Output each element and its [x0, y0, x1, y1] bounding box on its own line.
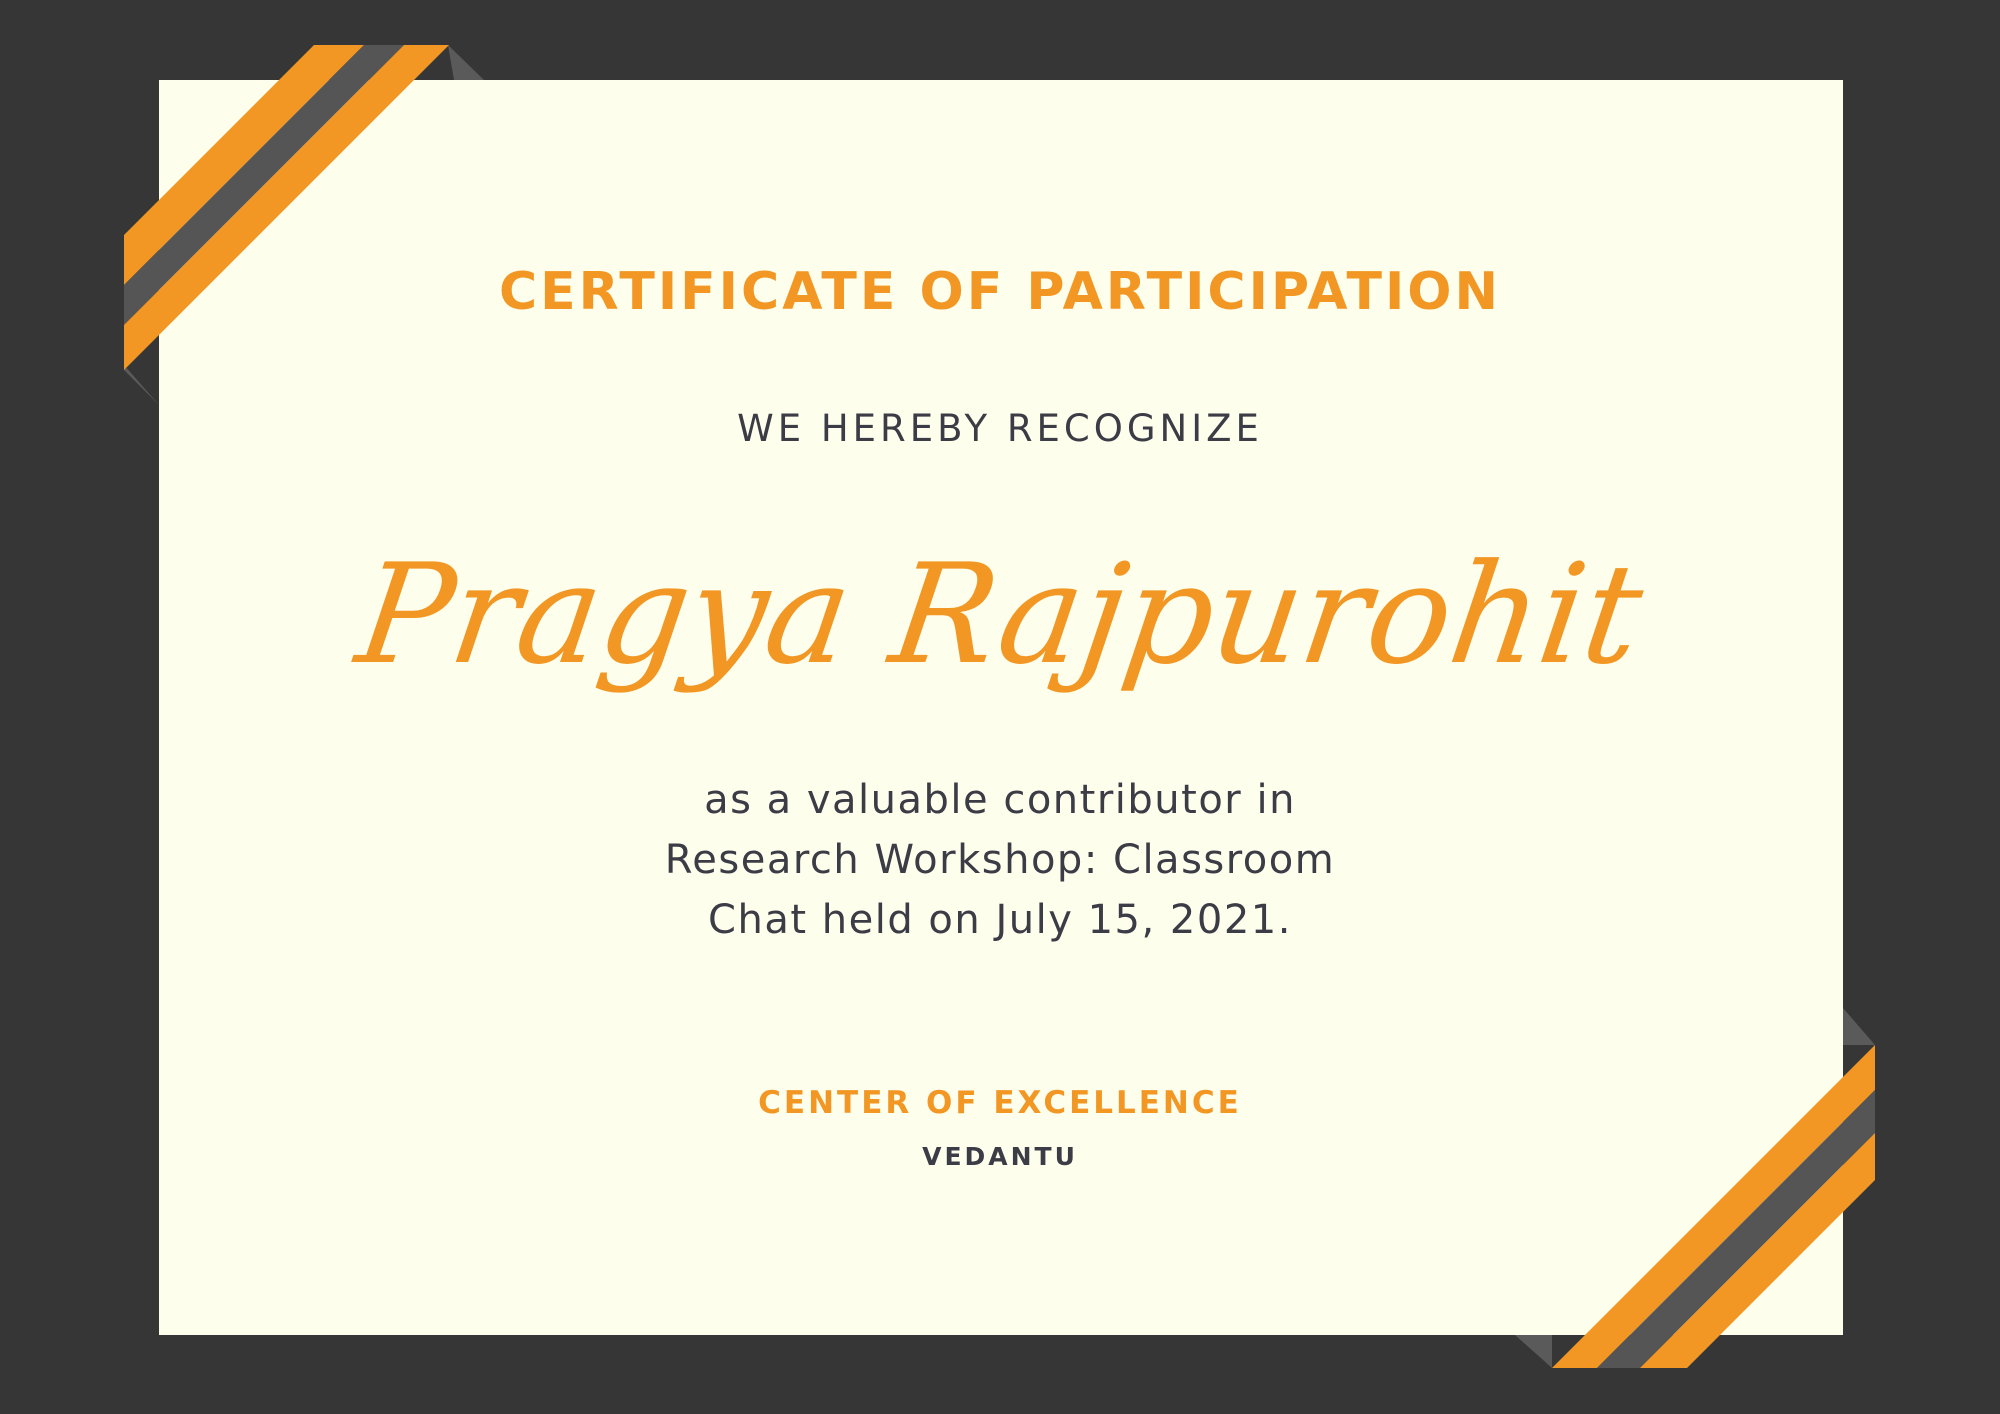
issuing-organization: CENTER OF EXCELLENCE [758, 1085, 1242, 1121]
description-line: Research Workshop: Classroom [664, 837, 1336, 883]
description-line: as a valuable contributor in [704, 777, 1296, 823]
recipient-name: Pragya Rajpurohit [348, 534, 1652, 695]
certificate-title: CERTIFICATE OF PARTICIPATION [498, 262, 1502, 322]
recognition-subtitle: WE HEREBY RECOGNIZE [737, 407, 1263, 450]
description-line: Chat held on July 15, 2021. [708, 897, 1292, 943]
certificate-description [0, 770, 2000, 950]
issuing-sub-organization: VEDANTU [922, 1142, 1078, 1171]
